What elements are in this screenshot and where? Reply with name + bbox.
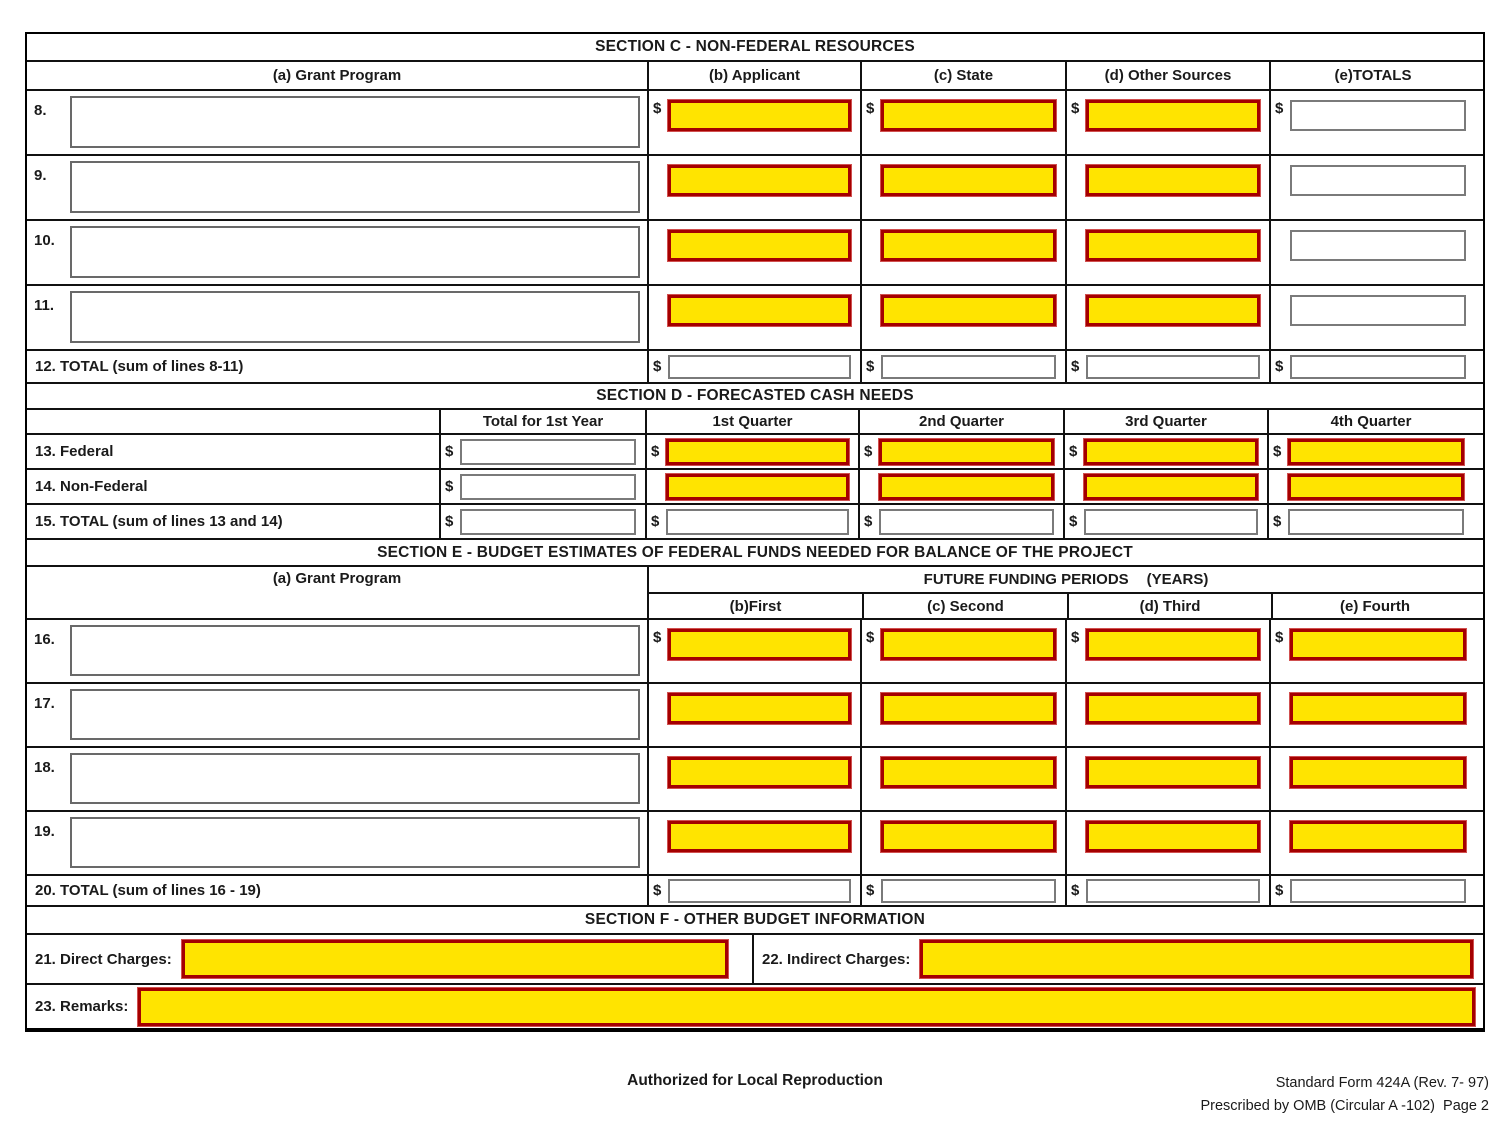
dollar-sign: $ <box>864 443 873 460</box>
amount-input-16-second[interactable] <box>881 629 1056 660</box>
amount-input-10-state[interactable] <box>881 230 1056 261</box>
future-funding-header-group <box>647 567 1483 618</box>
future-funding-periods-header <box>649 567 1483 592</box>
amount-input-14-q2[interactable] <box>879 474 1054 500</box>
amount-input-18-first[interactable] <box>668 757 851 788</box>
dollar-sign: $ <box>653 358 662 375</box>
cell-10-other-sources <box>1065 221 1269 284</box>
column-header-total-1st-year: Total for 1st Year <box>439 410 645 433</box>
cell-19-second <box>860 812 1065 874</box>
row-number: 17. <box>34 695 55 712</box>
indirect-charges-label: 22. Indirect Charges: <box>762 950 911 968</box>
cell-15-total-year <box>439 505 645 538</box>
indirect-charges-input[interactable] <box>920 940 1473 978</box>
amount-input-17-fourth[interactable] <box>1290 693 1466 724</box>
grant-program-input-17[interactable] <box>70 689 640 740</box>
table-row-12-total <box>27 349 1483 382</box>
dollar-sign: $ <box>1273 443 1282 460</box>
amount-input-15-q2[interactable] <box>879 509 1054 535</box>
section-e-title: SECTION E - BUDGET ESTIMATES OF FEDERAL FUNDS NEEDED FOR BALANCE OF THE PROJECT <box>377 543 1133 561</box>
cell-12-state <box>860 351 1065 382</box>
cell-19-third <box>1065 812 1269 874</box>
amount-input-18-third[interactable] <box>1086 757 1260 788</box>
amount-input-20-second[interactable] <box>881 879 1056 903</box>
amount-input-17-third[interactable] <box>1086 693 1260 724</box>
table-row-20-total <box>27 874 1483 905</box>
future-funding-subheaders <box>649 592 1483 618</box>
cell-20-fourth <box>1269 876 1475 905</box>
row-number: 18. <box>34 759 55 776</box>
column-header-4th-quarter: 4th Quarter <box>1267 410 1473 433</box>
table-row-11 <box>27 284 1483 349</box>
section-d-header-row <box>27 408 1483 433</box>
cell-10-state <box>860 221 1065 284</box>
cell-9-totals <box>1269 156 1475 219</box>
cell-17-second <box>860 684 1065 746</box>
column-header-fourth-year: (e) Fourth <box>1271 594 1477 618</box>
column-header-state: (c) State <box>860 62 1065 89</box>
amount-input-9-totals[interactable] <box>1290 165 1466 196</box>
cell-14-q1 <box>645 470 858 503</box>
authorized-reproduction-text: Authorized for Local Reproduction <box>627 1072 883 1089</box>
amount-input-11-applicant[interactable] <box>668 295 851 326</box>
omb-prescription-line: Prescribed by OMB (Circular A -102) Page 2 <box>1200 1098 1489 1114</box>
column-header-1st-quarter: 1st Quarter <box>645 410 858 433</box>
amount-input-19-second[interactable] <box>881 821 1056 852</box>
amount-input-20-fourth[interactable] <box>1290 879 1466 903</box>
dollar-sign: $ <box>1275 100 1284 117</box>
section-d-title: SECTION D - FORECASTED CASH NEEDS <box>596 387 914 404</box>
amount-input-10-applicant[interactable] <box>668 230 851 261</box>
amount-input-13-q4[interactable] <box>1288 439 1464 465</box>
cell-20-third <box>1065 876 1269 905</box>
table-row-15-total <box>27 503 1483 538</box>
cell-16-third <box>1065 620 1269 682</box>
column-header-applicant: (b) Applicant <box>647 62 860 89</box>
amount-input-15-q3[interactable] <box>1084 509 1258 535</box>
table-row-19 <box>27 810 1483 874</box>
row-number: 10. <box>34 232 55 249</box>
cell-14-total-year <box>439 470 645 503</box>
column-header-totals: (e)TOTALS <box>1269 62 1475 89</box>
amount-input-12-totals[interactable] <box>1290 355 1466 379</box>
section-f-title: SECTION F - OTHER BUDGET INFORMATION <box>584 911 926 928</box>
cell-17-first <box>647 684 860 746</box>
amount-input-13-q1[interactable] <box>666 439 849 465</box>
table-row-14 <box>27 468 1483 503</box>
amount-input-13-total-1st-year[interactable] <box>460 439 636 465</box>
grant-program-input-11[interactable] <box>70 291 640 343</box>
table-row-17 <box>27 682 1483 746</box>
cell-11-state <box>860 286 1065 349</box>
table-row-10 <box>27 219 1483 284</box>
cell-16-fourth <box>1269 620 1475 682</box>
row-number: 9. <box>34 167 47 184</box>
amount-input-14-q3[interactable] <box>1084 474 1258 500</box>
column-header-second-year: (c) Second <box>862 594 1067 618</box>
cell-18-second <box>860 748 1065 810</box>
cell-16-first <box>647 620 860 682</box>
dollar-sign: $ <box>1275 882 1284 899</box>
table-row-13 <box>27 433 1483 468</box>
cell-13-q1 <box>645 435 858 468</box>
cell-15-q2 <box>858 505 1063 538</box>
row-14-label: 14. Non-Federal <box>35 478 148 495</box>
dollar-sign: $ <box>653 629 662 646</box>
cell-15-q1 <box>645 505 858 538</box>
cell-12-totals <box>1269 351 1475 382</box>
cell-10-totals <box>1269 221 1475 284</box>
dollar-sign: $ <box>1275 629 1284 646</box>
amount-input-19-fourth[interactable] <box>1290 821 1466 852</box>
section-e-title-row <box>27 538 1483 565</box>
dollar-sign: $ <box>651 443 660 460</box>
years-label: (YEARS) <box>1146 571 1209 588</box>
cell-10-applicant <box>647 221 860 284</box>
cell-12-applicant <box>647 351 860 382</box>
table-row-21-22 <box>27 933 1483 983</box>
future-funding-label: FUTURE FUNDING PERIODS <box>923 571 1129 588</box>
cell-15-q3 <box>1063 505 1267 538</box>
amount-input-14-q1[interactable] <box>666 474 849 500</box>
cell-19-fourth <box>1269 812 1475 874</box>
amount-input-10-other-sources[interactable] <box>1086 230 1260 261</box>
dollar-sign: $ <box>653 882 662 899</box>
row-13-label: 13. Federal <box>35 443 114 460</box>
cell-8-state <box>860 91 1065 154</box>
cell-13-total-year <box>439 435 645 468</box>
cell-18-fourth <box>1269 748 1475 810</box>
amount-input-13-q3[interactable] <box>1084 439 1258 465</box>
dollar-sign: $ <box>1071 100 1080 117</box>
amount-input-12-state[interactable] <box>881 355 1056 379</box>
cell-13-q4 <box>1267 435 1473 468</box>
amount-input-9-state[interactable] <box>881 165 1056 196</box>
grant-program-input-18[interactable] <box>70 753 640 804</box>
cell-11-applicant <box>647 286 860 349</box>
grant-program-input-19[interactable] <box>70 817 640 868</box>
grant-program-input-16[interactable] <box>70 625 640 676</box>
table-row-18 <box>27 746 1483 810</box>
amount-input-15-total-1st-year[interactable] <box>460 509 636 535</box>
cell-8-grant-program <box>27 91 647 154</box>
row-12-label: 12. TOTAL (sum of lines 8-11) <box>35 358 244 375</box>
dollar-sign: $ <box>1071 629 1080 646</box>
cell-21-direct-charges <box>27 935 752 983</box>
amount-input-17-second[interactable] <box>881 693 1056 724</box>
dollar-sign: $ <box>445 513 454 530</box>
remarks-label: 23. Remarks: <box>35 998 129 1015</box>
cell-9-applicant <box>647 156 860 219</box>
remarks-input[interactable] <box>138 988 1475 1026</box>
cell-13-q3 <box>1063 435 1267 468</box>
direct-charges-label: 21. Direct Charges: <box>35 950 172 968</box>
dollar-sign: $ <box>651 513 660 530</box>
amount-input-11-state[interactable] <box>881 295 1056 326</box>
amount-input-19-first[interactable] <box>668 821 851 852</box>
cell-13-q2 <box>858 435 1063 468</box>
dollar-sign: $ <box>866 100 875 117</box>
cell-18-third <box>1065 748 1269 810</box>
grant-program-input-10[interactable] <box>70 226 640 278</box>
amount-input-20-third[interactable] <box>1086 879 1260 903</box>
cell-14-q3 <box>1063 470 1267 503</box>
column-header-3rd-quarter: 3rd Quarter <box>1063 410 1267 433</box>
cell-10-grant-program <box>27 221 647 284</box>
amount-input-20-first[interactable] <box>668 879 851 903</box>
amount-input-15-q4[interactable] <box>1288 509 1464 535</box>
amount-input-17-first[interactable] <box>668 693 851 724</box>
dollar-sign: $ <box>1071 358 1080 375</box>
section-c-header-row <box>27 60 1483 89</box>
cell-9-state <box>860 156 1065 219</box>
dollar-sign: $ <box>866 882 875 899</box>
cell-11-grant-program <box>27 286 647 349</box>
table-row-9 <box>27 154 1483 219</box>
cell-8-other-sources <box>1065 91 1269 154</box>
amount-input-12-other-sources[interactable] <box>1086 355 1260 379</box>
cell-11-totals <box>1269 286 1475 349</box>
row-15-label: 15. TOTAL (sum of lines 13 and 14) <box>35 513 283 530</box>
cell-23-remarks <box>27 985 1483 1028</box>
amount-input-8-applicant[interactable] <box>668 100 851 131</box>
cell-19-grant-program <box>27 812 647 874</box>
column-header-grant-program-e: (a) Grant Program <box>272 570 402 587</box>
amount-input-8-other-sources[interactable] <box>1086 100 1260 131</box>
dollar-sign: $ <box>445 443 454 460</box>
dollar-sign: $ <box>1069 513 1078 530</box>
form-identifier <box>1200 1072 1489 1118</box>
cell-9-other-sources <box>1065 156 1269 219</box>
row-number: 16. <box>34 631 55 648</box>
dollar-sign: $ <box>653 100 662 117</box>
cell-17-third <box>1065 684 1269 746</box>
cell-17-grant-program <box>27 684 647 746</box>
direct-charges-input[interactable] <box>182 940 728 978</box>
row-20-label: 20. TOTAL (sum of lines 16 - 19) <box>35 882 261 899</box>
cell-17-fourth <box>1269 684 1475 746</box>
amount-input-16-fourth[interactable] <box>1290 629 1466 660</box>
amount-input-8-state[interactable] <box>881 100 1056 131</box>
section-e-header-row <box>27 565 1483 618</box>
grant-program-input-9[interactable] <box>70 161 640 213</box>
amount-input-13-q2[interactable] <box>879 439 1054 465</box>
table-row-8 <box>27 89 1483 154</box>
row-number: 11. <box>34 297 55 314</box>
cell-14-q4 <box>1267 470 1473 503</box>
cell-14-q2 <box>858 470 1063 503</box>
amount-input-11-totals[interactable] <box>1290 295 1466 326</box>
table-row-23 <box>27 983 1483 1028</box>
amount-input-14-total-1st-year[interactable] <box>460 474 636 500</box>
column-header-2nd-quarter: 2nd Quarter <box>858 410 1063 433</box>
amount-input-18-fourth[interactable] <box>1290 757 1466 788</box>
table-row-16 <box>27 618 1483 682</box>
dollar-sign: $ <box>1275 358 1284 375</box>
cell-15-q4 <box>1267 505 1473 538</box>
amount-input-12-applicant[interactable] <box>668 355 851 379</box>
amount-input-10-totals[interactable] <box>1290 230 1466 261</box>
cell-8-totals <box>1269 91 1475 154</box>
section-c-title-row <box>27 34 1483 60</box>
budget-form-table <box>25 32 1485 1032</box>
cell-9-grant-program <box>27 156 647 219</box>
cell-18-first <box>647 748 860 810</box>
amount-input-14-q4[interactable] <box>1288 474 1464 500</box>
amount-input-9-other-sources[interactable] <box>1086 165 1260 196</box>
cell-16-second <box>860 620 1065 682</box>
dollar-sign: $ <box>1071 882 1080 899</box>
cell-16-grant-program <box>27 620 647 682</box>
amount-input-11-other-sources[interactable] <box>1086 295 1260 326</box>
cell-19-first <box>647 812 860 874</box>
form-number-line: Standard Form 424A (Rev. 7- 97) <box>1275 1075 1489 1091</box>
row-number: 19. <box>34 823 55 840</box>
row-number: 8. <box>34 102 47 119</box>
cell-20-second <box>860 876 1065 905</box>
cell-22-indirect-charges <box>752 935 1481 983</box>
dollar-sign: $ <box>1069 443 1078 460</box>
amount-input-16-first[interactable] <box>668 629 851 660</box>
amount-input-15-q1[interactable] <box>666 509 849 535</box>
amount-input-9-applicant[interactable] <box>668 165 851 196</box>
column-header-first-year: (b)First <box>729 597 782 615</box>
grant-program-input-8[interactable] <box>70 96 640 148</box>
empty-header-cell <box>27 410 439 433</box>
amount-input-8-totals[interactable] <box>1290 100 1466 131</box>
section-c-title: SECTION C - NON-FEDERAL RESOURCES <box>595 38 915 55</box>
column-header-other-sources: (d) Other Sources <box>1065 62 1269 89</box>
dollar-sign: $ <box>866 358 875 375</box>
cell-20-first <box>647 876 860 905</box>
dollar-sign: $ <box>866 629 875 646</box>
dollar-sign: $ <box>864 513 873 530</box>
cell-11-other-sources <box>1065 286 1269 349</box>
dollar-sign: $ <box>1273 513 1282 530</box>
section-f-title-row <box>27 905 1483 933</box>
section-d-title-row <box>27 382 1483 408</box>
column-header-grant-program: (a) Grant Program <box>272 67 402 84</box>
cell-18-grant-program <box>27 748 647 810</box>
amount-input-16-third[interactable] <box>1086 629 1260 660</box>
amount-input-19-third[interactable] <box>1086 821 1260 852</box>
cell-8-applicant <box>647 91 860 154</box>
amount-input-18-second[interactable] <box>881 757 1056 788</box>
column-header-third-year: (d) Third <box>1067 594 1271 618</box>
cell-12-other-sources <box>1065 351 1269 382</box>
dollar-sign: $ <box>445 478 454 495</box>
